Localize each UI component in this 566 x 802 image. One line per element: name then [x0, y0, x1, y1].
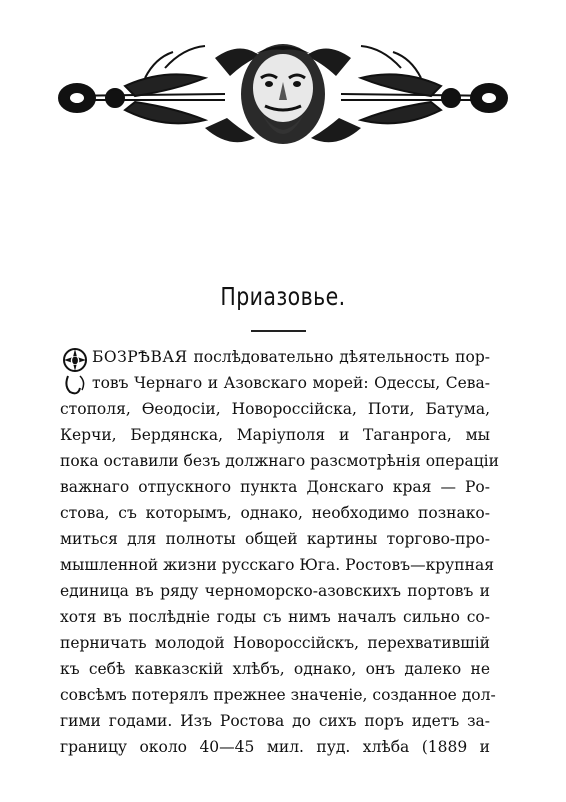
text-line: товъ Чернаго и Азовскаго морей: Одессы, Сева-	[92, 374, 490, 392]
text-line: миться для полноты общей картины торгово-про-	[60, 530, 490, 548]
chapter-title: Приазовье.	[220, 282, 346, 311]
title-divider	[251, 330, 306, 332]
text-line-1	[60, 344, 490, 370]
text-line: къ себѣ кавказскій хлѣбъ, однако, онъ далеко не	[60, 660, 490, 678]
ornate-dropcap-icon	[60, 346, 90, 398]
text-line: важнаго отпускного пункта Донскаго края — Ро-	[60, 478, 490, 496]
text-line: стополя, Ѳеодосіи, Новороссійска, Поти, Батума,	[60, 400, 490, 418]
body-paragraph	[60, 344, 499, 760]
text-line: единица въ ряду черноморско-азовскихъ портовъ и	[60, 582, 490, 600]
text-line: хотя въ послѣдніе годы съ нимъ началъ сильно со-	[60, 608, 490, 626]
text-line: мышленной жизни русскаго Юга. Ростовъ—крупная	[60, 556, 494, 574]
first-line-rest: послѣдовательно дѣятельность пор-	[193, 348, 490, 366]
text-line: Керчи, Бердянска, Маріуполя и Таганрога, мы	[60, 426, 490, 444]
text-line: стова, съ которымъ, однако, необходимо познако-	[60, 504, 490, 522]
first-word: БОЗРѢВАЯ	[92, 348, 188, 366]
text-line: перничать молодой Новороссійскъ, перехватившій	[60, 634, 490, 652]
text-line-last: границу около 40—45 мил. пуд. хлѣба (1889 и	[60, 738, 490, 756]
headpiece-ornament-mask-icon	[55, 38, 511, 156]
dropcap-letter: О	[70, 354, 80, 368]
text-line: гими годами. Изъ Ростова до сихъ поръ идетъ за-	[60, 712, 490, 730]
text-line: пока оставили безъ должнаго разсмотрѣнія операціи	[60, 452, 499, 470]
text-line: совсѣмъ потерялъ прежнее значеніе, созданное дол-	[60, 686, 496, 704]
